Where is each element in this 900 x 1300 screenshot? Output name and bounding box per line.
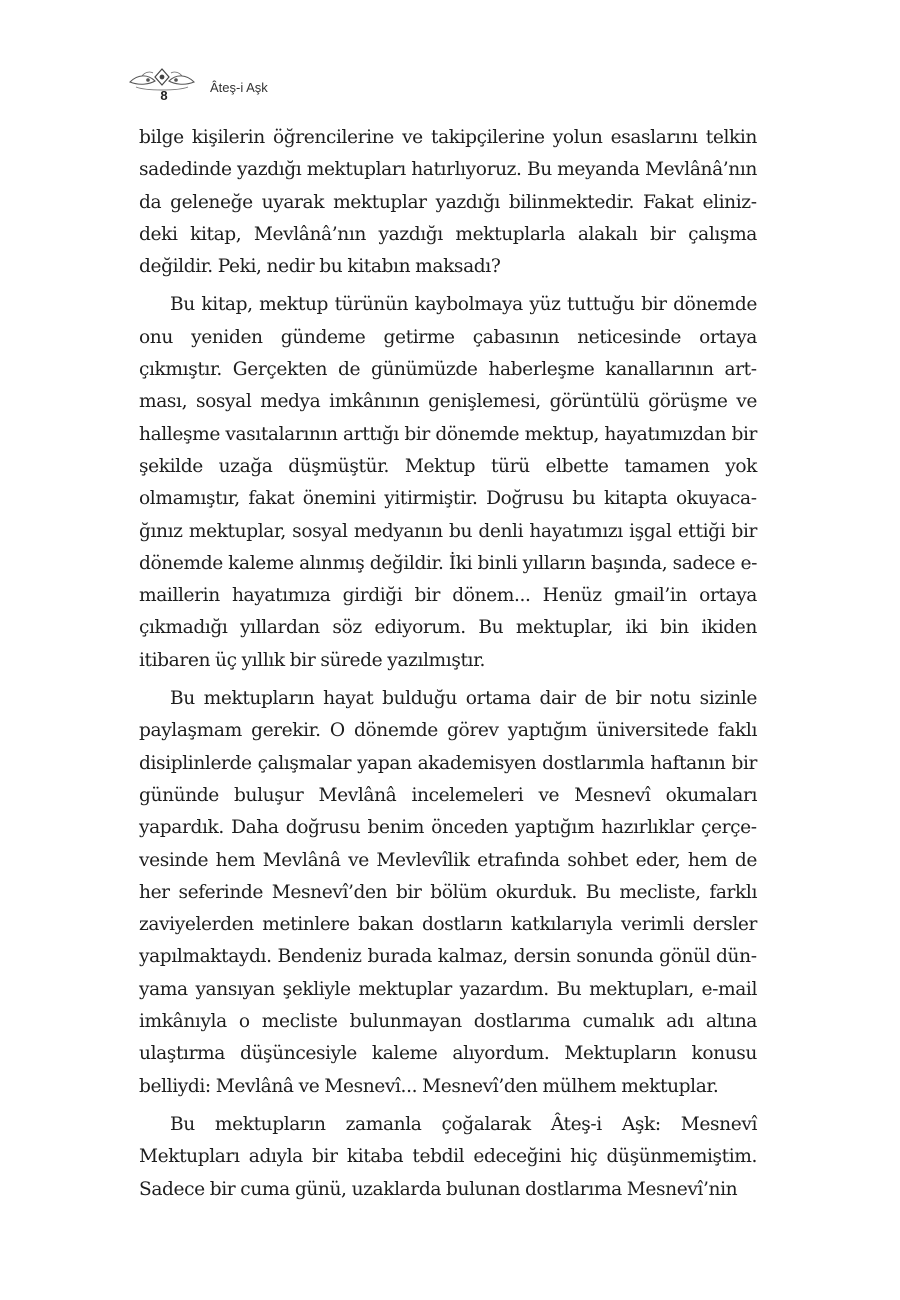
page-number: 8 [160,88,168,103]
page-header [128,66,528,110]
paragraph: Bu mektupların zamanla çoğalarak Âteş-i Aşk: Mesnevî Mektupları adıyla bir kitaba tebdil edeceğini hiç düşünmemiştim. Sadece bir cuma günü, uzaklarda bulunan dostlarıma Mesnevî’nin [139,1113,757,1200]
paragraph: Bu mektupların hayat bulduğu ortama dair de bir notu sizinle paylaşmam gerekir. O dönemde görev yaptığım üniversitede faklı disiplinlerde çalışmalar yapan akademisyen dostlarımla haftanın bir gününde buluşur Mevlânâ incelemeleri ve Mesnevî okumaları yapardık. Daha doğrusu benim önceden yaptığım hazırlıklar çerçevesinde hem Mevlânâ ve Mevlevîlik etrafında sohbet eder, hem de her seferinde Mesnevî’den bir bölüm okurduk. Bu mecliste, farklı zaviyelerden metinlere bakan dostların katkılarıyla verimli dersler yapılmaktaydı. Bendeniz burada kalmaz, dersin sonunda gönül dünyama yansıyan şekliyle mektuplar yazardım. Bu mektupları, e-mail imkânıyla o mecliste bulunmayan dostlarıma cumalık adı altına ulaştırma düşüncesiyle kaleme alıyordum. Mektupların konusu belliydi: Mevlânâ ve Mesnevî... Mesnevî’den mülhem mektuplar. [139,688,757,1097]
body-text [139,122,757,1206]
running-title: Âteş-i Aşk [210,80,268,95]
paragraph: Bu kitap, mektup türünün kaybolmaya yüz tuttuğu bir dönemde onu yeniden gündeme getirme çabasının neticesinde ortaya çıkmıştır. Gerçekten de günümüzde haberleşme kanallarının artması, sosyal medya imkânının genişlemesi, görüntülü görüşme ve halleşme vasıtalarının arttığı bir dönemde mektup, hayatımızdan bir şekilde uzağa düşmüştür. Mektup türü elbette tamamen yok olmamıştır, fakat önemini yitirmiştir. Doğrusu bu kitapta okuyacağınız mektuplar, sosyal medyanın bu denli hayatımızı işgal ettiği bir dönemde kaleme alınmış değildir. İki binli yılların başında, sadece e-maillerin hayatımıza girdiği bir dönem... Henüz gmail’in ortaya çıkmadığı yıllardan söz ediyorum. Bu mektuplar, iki bin ikiden itibaren üç yıllık bir sürede yazılmıştır. [139,294,757,671]
paragraph: bilge kişilerin öğrencilerine ve takipçilerine yolun esaslarını telkin sadedinde yazdığı mektupları hatırlıyoruz. Bu meyanda Mevlânâ’nın da geleneğe uyarak mektuplar yazdığı bilinmektedir. Fakat elinizdeki kitap, Mevlânâ’nın yazdığı mektuplarla alakalı bir çalışma değildir. Peki, nedir bu kitabın maksadı? [139,127,757,278]
